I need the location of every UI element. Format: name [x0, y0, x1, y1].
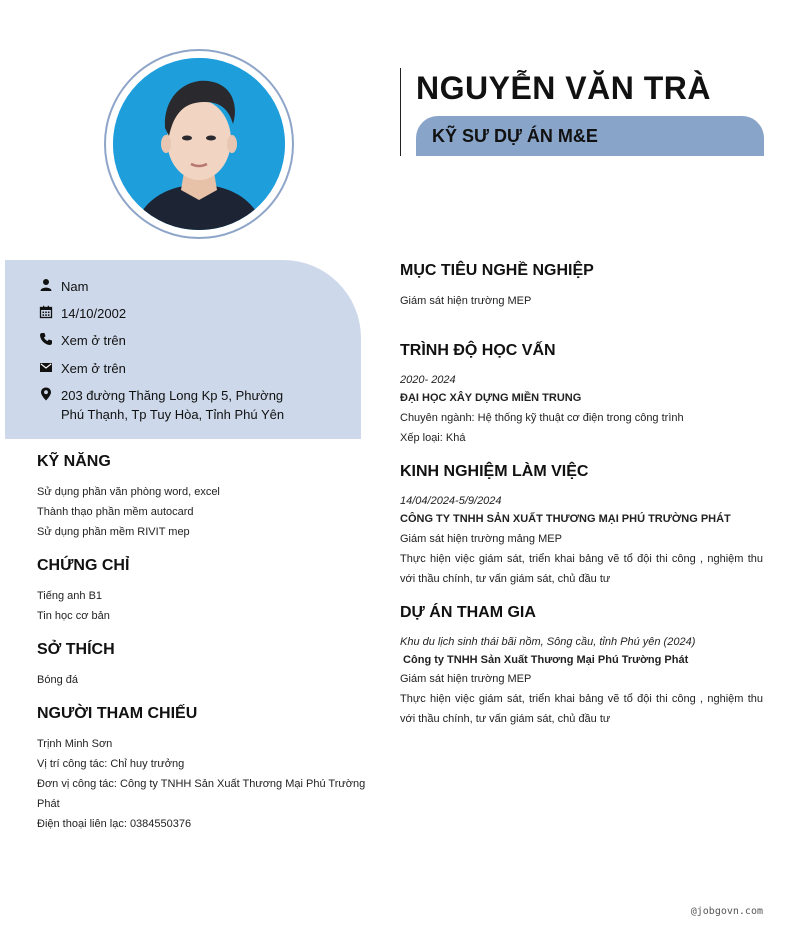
phone-icon: [39, 332, 53, 346]
skill-item: Thành thạo phần mềm autocard: [37, 506, 194, 518]
references-title: NGƯỜI THAM CHIẾU: [37, 705, 198, 722]
objective-title: MỤC TIÊU NGHỀ NGHIỆP: [400, 262, 594, 279]
education-school: ĐẠI HỌC XÂY DỰNG MIỀN TRUNG: [400, 392, 582, 404]
projects-title: DỰ ÁN THAM GIA: [400, 604, 536, 621]
calendar-icon: [39, 305, 53, 319]
avatar: [113, 58, 285, 230]
user-icon: [39, 278, 53, 292]
experience-description: Thực hiện việc giám sát, triển khai bảng vẽ tổ đội thi công , nghiệm thu với thầu chính, tư vấn giám sát, chủ đầu tư: [400, 553, 763, 585]
name-block: [400, 68, 763, 156]
avatar-frame: [104, 49, 294, 239]
hobbies-title: SỞ THÍCH: [37, 641, 115, 658]
mail-icon: [39, 360, 53, 374]
project-name: Khu du lịch sinh thái bãi nồm, Sông cầu, tỉnh Phú yên (2024): [400, 636, 696, 648]
skill-item: Sử dụng phần văn phòng word, excel: [37, 486, 220, 498]
education-grade: Xếp loại: Khá: [400, 432, 466, 444]
watermark: @jobgovn.com: [690, 906, 763, 917]
skills-title: KỸ NĂNG: [37, 453, 111, 470]
gender-row: [39, 277, 88, 296]
reference-phone: Điện thoại liên lạc: 0384550376: [37, 818, 192, 830]
email-row: [39, 359, 126, 378]
candidate-name: NGUYỄN VĂN TRÀ: [416, 70, 712, 106]
portrait-image: [113, 58, 285, 230]
experience-company: CÔNG TY TNHH SẢN XUẤT THƯƠNG MẠI PHÚ TRƯỜNG PHÁT: [400, 513, 731, 525]
education-period: 2020- 2024: [400, 374, 456, 386]
education-major: Chuyên ngành: Hệ thống kỹ thuật cơ điện trong công trình: [400, 412, 684, 424]
certificates-title: CHỨNG CHỈ: [37, 557, 130, 574]
objective-text: Giám sát hiện trường MEP: [400, 295, 532, 307]
experience-role: Giám sát hiện trường mảng MEP: [400, 533, 562, 545]
project-role: Giám sát hiện trường MEP: [400, 673, 532, 685]
experience-title: KINH NGHIỆM LÀM VIỆC: [400, 463, 589, 480]
reference-name: Trịnh Minh Sơn: [37, 738, 113, 750]
location-pin-icon: [39, 387, 53, 401]
project-company: Công ty TNHH Sản Xuất Thương Mại Phú Trường Phát: [400, 654, 689, 666]
birthdate-value: 14/10/2002: [61, 306, 127, 321]
experience-period: 14/04/2024-5/9/2024: [400, 495, 502, 507]
reference-position: Vị trí công tác: Chỉ huy trưởng: [37, 758, 185, 770]
phone-row: [39, 331, 126, 350]
hobby-item: Bóng đá: [37, 674, 78, 686]
education-title: TRÌNH ĐỘ HỌC VẤN: [400, 342, 556, 359]
email-value: Xem ở trên: [61, 361, 126, 376]
skill-item: Sử dụng phần mềm RIVIT mep: [37, 526, 190, 538]
certificate-item: Tiếng anh B1: [37, 590, 103, 602]
gender-value: Nam: [61, 279, 89, 294]
address-value: 203 đường Thăng Long Kp 5, Phường Phú Thạnh, Tp Tuy Hòa, Tỉnh Phú Yên: [61, 388, 285, 422]
phone-value: Xem ở trên: [61, 333, 126, 348]
job-title: KỸ SƯ DỰ ÁN M&E: [432, 126, 598, 146]
birthdate-row: [39, 304, 126, 323]
address-row: [39, 386, 309, 424]
certificate-item: Tin học cơ bản: [37, 610, 110, 622]
project-description: Thực hiện việc giám sát, triển khai bảng vẽ tổ đội thi công , nghiệm thu với thầu chính, tư vấn giám sát, chủ đầu tư: [400, 693, 763, 725]
job-title-banner: [416, 116, 764, 156]
reference-workplace: Đơn vị công tác: Công ty TNHH Sản Xuất Thương Mại Phú Trường Phát: [37, 778, 366, 810]
